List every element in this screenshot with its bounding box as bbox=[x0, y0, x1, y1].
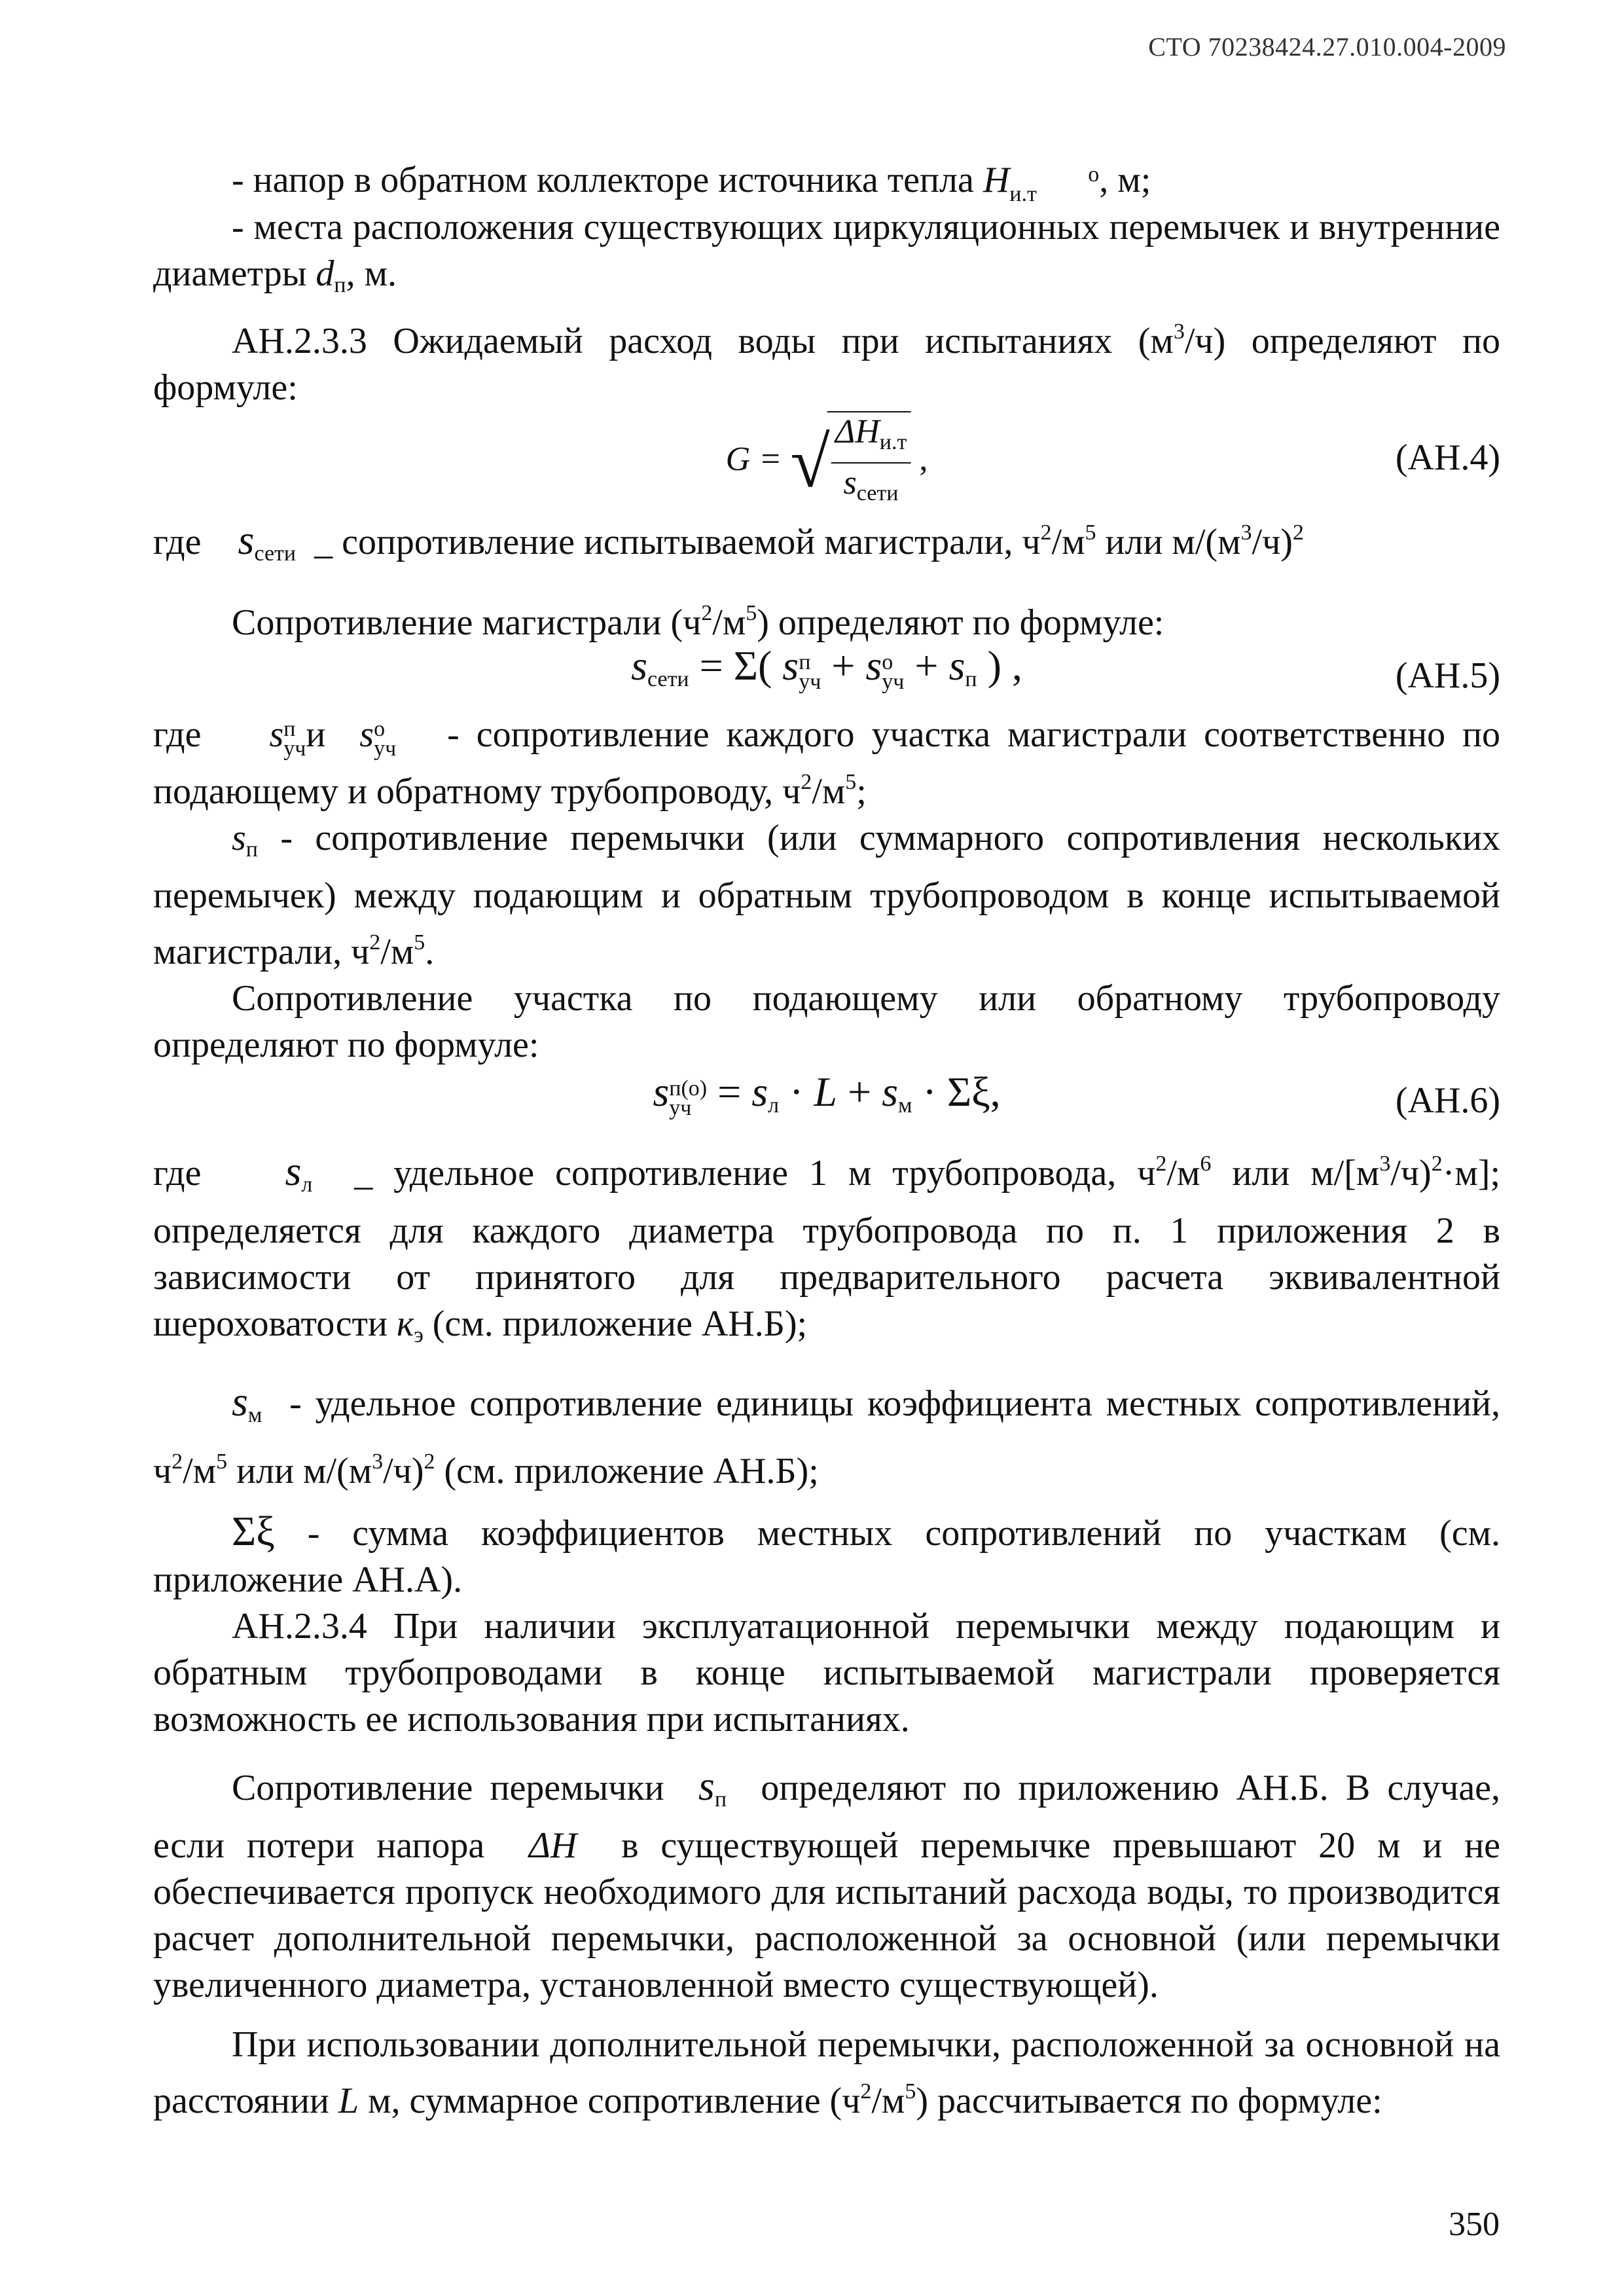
paragraph-section-resistance: Сопротивление участка по подающему или обратному трубопроводу определяют по формуле: bbox=[153, 978, 1500, 1065]
formula-an-5: $s_{сети} = \Sigma$( sп уч + sо уч + $s_п$ ) , (АН.5) bbox=[153, 646, 1500, 712]
paragraph-jumpers bbox=[153, 204, 1500, 308]
equation-number: (АН.5) bbox=[1395, 655, 1500, 696]
text: , м. bbox=[346, 253, 397, 294]
document-body bbox=[153, 157, 1500, 2124]
document-code-header: СТО 70238424.27.010.004-2009 bbox=[1148, 32, 1506, 62]
equation-number: (АН.4) bbox=[1395, 437, 1500, 478]
math-symbol: H о и.т bbox=[983, 160, 1100, 206]
paragraph-return-head bbox=[153, 157, 1500, 204]
where-s-network: где $s_{сети}$ _ сопротивление испытываемой магистрали, $ч^2/м^5$ или $м/(м^3/ч)^2$ bbox=[153, 517, 1304, 566]
paragraph-an-2-3-3: АН.2.3.3 Ожидаемый расход воды при испытаниях $(м^3/ч)$ определяют по формуле: bbox=[153, 319, 1500, 408]
paragraph-main-resistance: Сопротивление магистрали $(ч^2/м^5)$ определяют по формуле: bbox=[232, 601, 1164, 643]
formula-an-6: sп(о) уч = $s_л \cdot L + s_м \cdot \Sigma\xi$, (АН.6) bbox=[153, 1068, 1500, 1140]
where-sum-coefficients: Σξ - сумма коэффициентов местных сопротивлений по участкам (см. приложение АН.А). bbox=[153, 1508, 1501, 1600]
math-symbol: $d_п$ bbox=[316, 253, 346, 297]
formula-an-4: G = √ $\frac{\Delta H_{и.т}}{s_{сети}}$ , (АН.4) bbox=[153, 411, 1500, 509]
text: - напор в обратном коллекторе источника тепла bbox=[232, 160, 974, 200]
paragraph-additional-jumper: При использовании дополнительной перемычки, расположенной за основной на расстоянии L м, суммарное сопротивление $(ч^2/м^5)$ рассчитывается по формуле: bbox=[153, 2024, 1500, 2121]
where-jumper-resistance: $s_п$ - сопротивление перемычки (или суммарного сопротивления нескольких перемычек) между подающим и обратным трубопроводом в конце испытываемой магистрали, $ч^2/м^5$. bbox=[153, 818, 1500, 972]
text: - места расположения существующих циркуляционных перемычек и внутренние диаметры bbox=[153, 207, 1500, 294]
where-local-resistance: $s_м$ - удельное сопротивление единицы коэффициента местных сопротивлений, $ч^2/м^5$ или $м/(м^3/ч)^2$ (см. приложение АН.Б); bbox=[153, 1378, 1501, 1491]
text: , м; bbox=[1099, 160, 1151, 200]
paragraph-an-2-3-4: АН.2.3.4 При наличии эксплуатационной перемычки между подающим и обратным трубопроводами в конце испытываемой магистрали проверяется возможность ее использования при испытаниях. bbox=[153, 1606, 1500, 1740]
where-section-resistance: где sп учи sо уч - сопротивление каждого участка магистрали соответственно по подающему и обратному трубопроводу, $ч^2/м^5$; bbox=[153, 714, 1501, 812]
page-number: 350 bbox=[1449, 2206, 1500, 2243]
where-specific-resistance: где $s_л$ _ удельное сопротивление 1 м трубопровода, $ч^2/м^6$ или $м/[м^3/ч)^2\cdot м$]; определяется для каждого диаметра трубопровода по п. 1 приложения 2 в зависимости от принятого для предварительного расчета эквивалентной шероховатости $к_э$ (см. приложение АН.Б); bbox=[153, 1148, 1500, 1347]
paragraph-jumper-resistance: Сопротивление перемычки $s_п$ определяют по приложению АН.Б. В случае, если потери напора ΔH в существующей перемычке превышают 20 м и не обеспечивается пропуск необходимого для испытаний расхода воды, то производится расчет дополнительной перемычки, расположенной за основной (или перемычки увеличенного диаметра, установленной вместо существующей). bbox=[153, 1762, 1501, 2005]
equation-number: (АН.6) bbox=[1395, 1080, 1500, 1121]
